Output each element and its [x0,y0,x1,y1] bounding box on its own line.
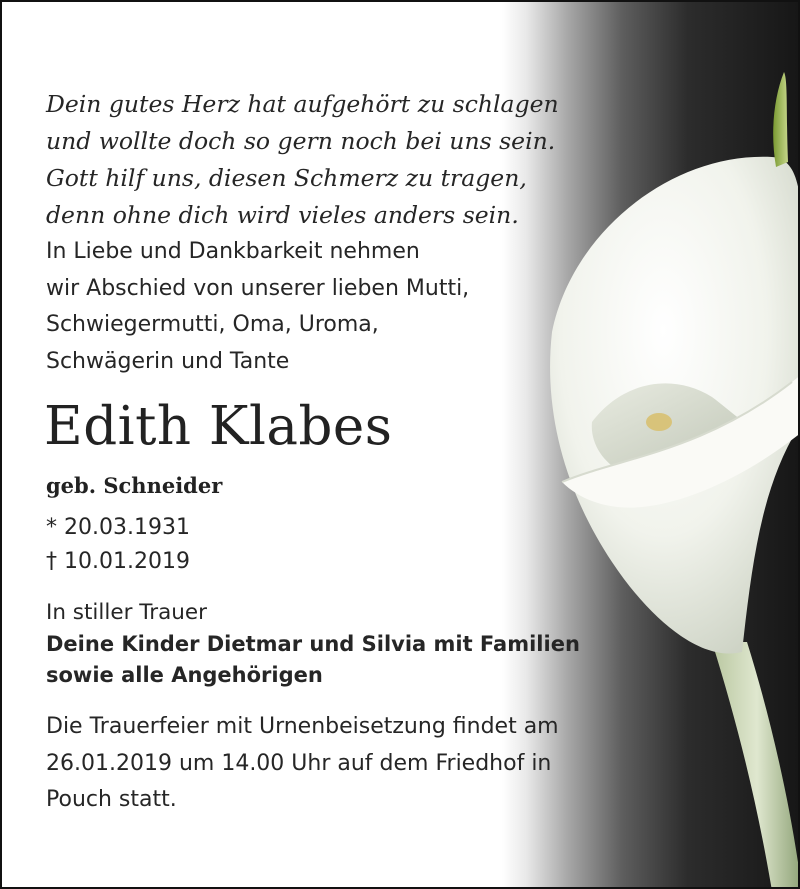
poem-line: Dein gutes Herz hat aufgehört zu schlagen [46,90,559,118]
mourners-lead: In stiller Trauer [46,600,207,625]
poem-line: Gott hilf uns, diesen Schmerz zu tragen, [46,164,527,192]
mourners-family: Deine Kinder Dietmar und Silvia mit Familien [46,631,580,656]
intro-line: In Liebe und Dankbarkeit nehmen [46,239,420,264]
funeral-info [46,709,559,819]
deceased-name: Edith Klabes [44,396,393,457]
poem-line: und wollte doch so gern noch bei uns sein. [46,127,556,155]
poem [46,86,559,234]
funeral-info-line: Pouch statt. [46,787,177,812]
death-date: † 10.01.2019 [46,549,190,574]
poem-line: denn ohne dich wird vieles anders sein. [46,201,519,229]
intro-line: Schwiegermutti, Oma, Uroma, [46,312,379,337]
intro-line: Schwägerin und Tante [46,348,290,374]
mourners-relatives: sowie alle Angehörigen [46,663,323,687]
birth-date: * 20.03.1931 [46,515,190,540]
intro-text [46,234,469,380]
mourners [46,597,580,692]
life-dates [46,511,190,579]
funeral-info-line: Die Trauerfeier mit Urnenbeisetzung findet am [46,714,559,739]
intro-line: wir Abschied von unserer lieben Mutti, [46,275,470,301]
maiden-name: geb. Schneider [46,473,223,498]
funeral-info-line: 26.01.2019 um 14.00 Uhr auf dem Friedhof in [46,750,552,776]
